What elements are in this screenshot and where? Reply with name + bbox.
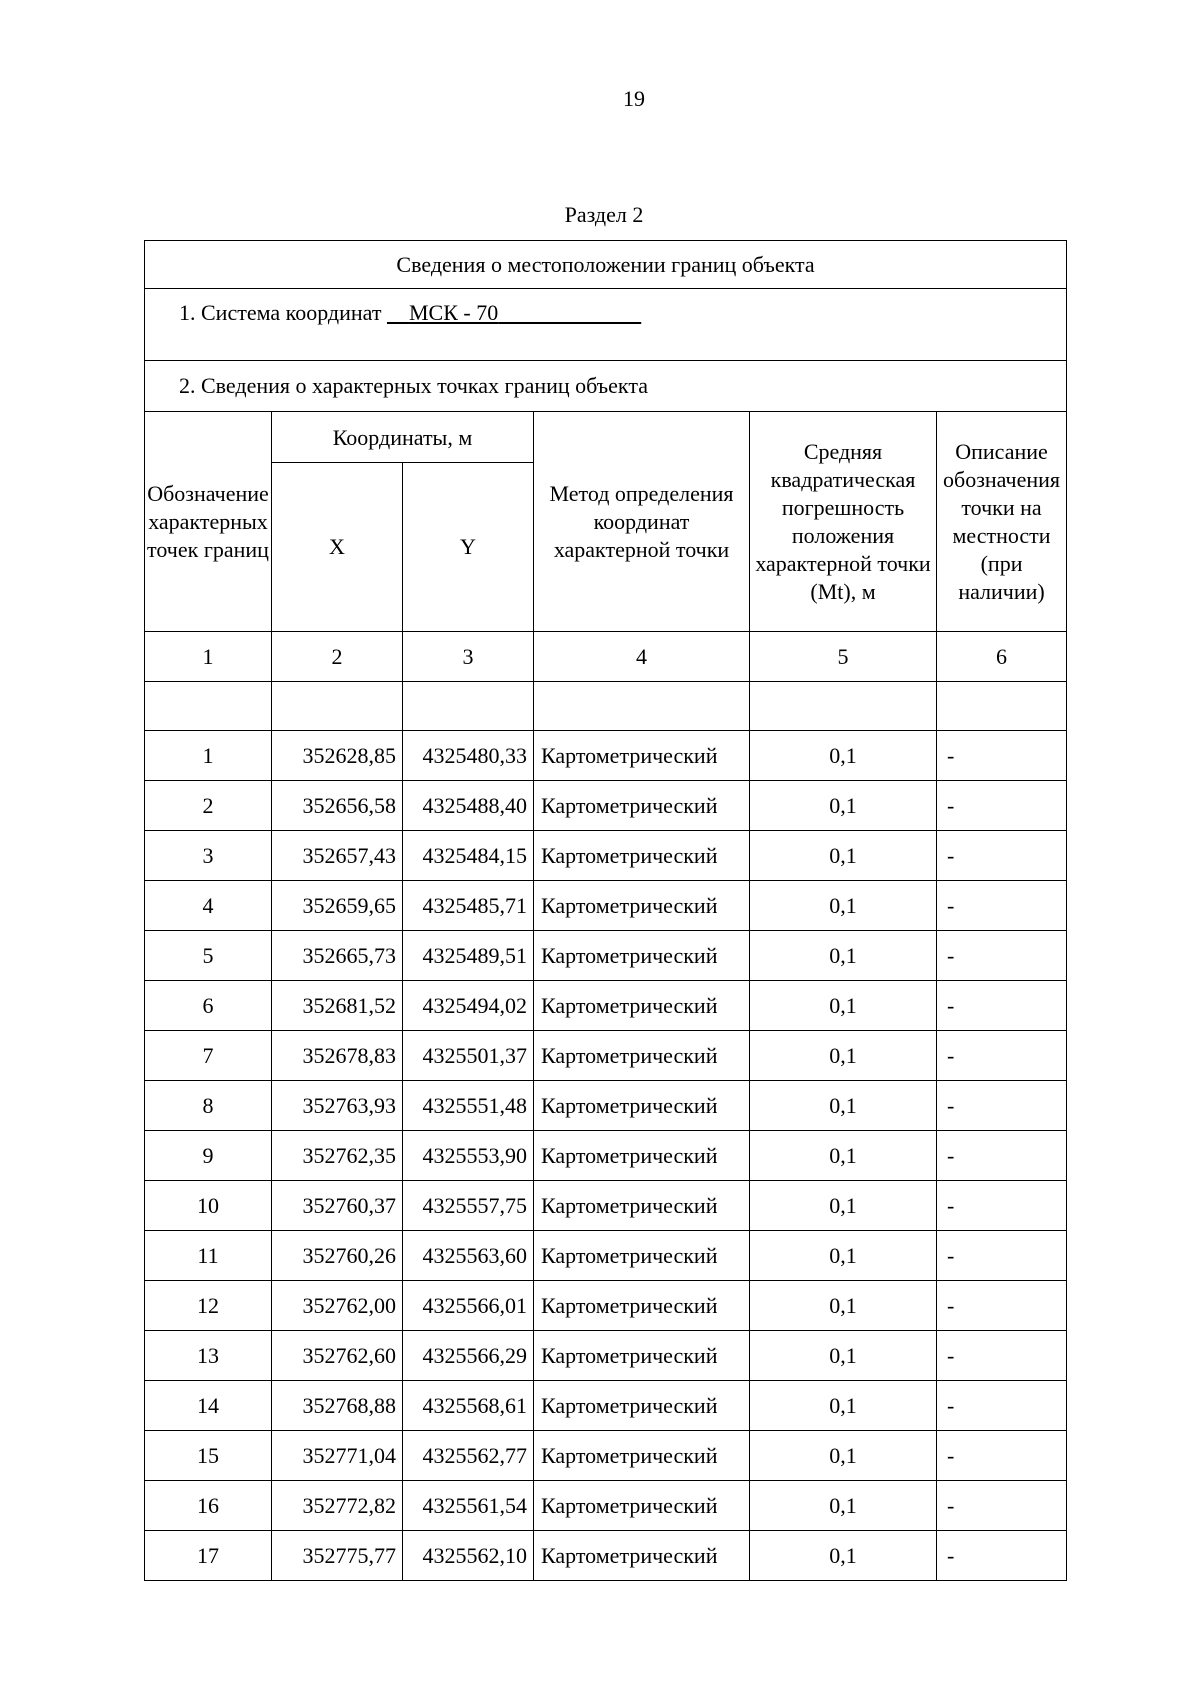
table-row <box>145 1031 1067 1081</box>
empty-cell <box>272 682 403 731</box>
table-row <box>145 931 1067 981</box>
description-cell: - <box>937 1431 1067 1481</box>
error-cell: 0,1 <box>750 981 937 1031</box>
coord-system-value: МСК - 70 <box>408 300 499 325</box>
header-coordinates: Координаты, м <box>272 412 534 463</box>
point-number: 8 <box>145 1081 272 1131</box>
coord-y: 4325480,33 <box>403 731 534 781</box>
header-row <box>145 412 1067 463</box>
column-number: 4 <box>534 632 750 682</box>
table-row <box>145 1281 1067 1331</box>
error-cell: 0,1 <box>750 881 937 931</box>
header-error: Средняя квадратическая погрешность положения характерной точки (Mt), м <box>750 412 937 632</box>
description-cell: - <box>937 1481 1067 1531</box>
header-description: Описание обозначения точки на местности (при наличии) <box>937 412 1067 632</box>
method-cell: Картометрический <box>534 1281 750 1331</box>
table-row <box>145 1431 1067 1481</box>
description-cell: - <box>937 1381 1067 1431</box>
table-row <box>145 831 1067 881</box>
coord-y: 4325485,71 <box>403 881 534 931</box>
description-cell: - <box>937 1131 1067 1181</box>
description-cell: - <box>937 731 1067 781</box>
description-cell: - <box>937 1231 1067 1281</box>
coord-x: 352760,26 <box>272 1231 403 1281</box>
method-cell: Картометрический <box>534 781 750 831</box>
coord-x: 352771,04 <box>272 1431 403 1481</box>
table-row <box>145 1131 1067 1181</box>
coord-system-row <box>145 289 1067 361</box>
error-cell: 0,1 <box>750 1431 937 1481</box>
point-number: 1 <box>145 731 272 781</box>
coord-system-cell <box>145 289 1067 361</box>
empty-cell <box>937 682 1067 731</box>
banner-title: Сведения о местоположении границ объекта <box>145 241 1067 289</box>
error-cell: 0,1 <box>750 1031 937 1081</box>
empty-cell <box>145 682 272 731</box>
coord-y: 4325484,15 <box>403 831 534 881</box>
error-cell: 0,1 <box>750 931 937 981</box>
empty-cell <box>403 682 534 731</box>
error-cell: 0,1 <box>750 1281 937 1331</box>
table-row <box>145 1481 1067 1531</box>
table-row <box>145 781 1067 831</box>
error-cell: 0,1 <box>750 1331 937 1381</box>
error-cell: 0,1 <box>750 1231 937 1281</box>
coord-x: 352657,43 <box>272 831 403 881</box>
coord-y: 4325568,61 <box>403 1381 534 1431</box>
table-row <box>145 881 1067 931</box>
empty-cell <box>534 682 750 731</box>
header-designation: Обозначение характерных точек границ <box>145 412 272 632</box>
method-cell: Картометрический <box>534 1181 750 1231</box>
table-row <box>145 1381 1067 1431</box>
coord-x: 352768,88 <box>272 1381 403 1431</box>
method-cell: Картометрический <box>534 1531 750 1581</box>
error-cell: 0,1 <box>750 1131 937 1181</box>
column-number: 2 <box>272 632 403 682</box>
coord-y: 4325557,75 <box>403 1181 534 1231</box>
points-title: 2. Сведения о характерных точках границ объекта <box>145 361 1067 412</box>
point-number: 15 <box>145 1431 272 1481</box>
column-number: 5 <box>750 632 937 682</box>
column-number: 3 <box>403 632 534 682</box>
coord-y: 4325489,51 <box>403 931 534 981</box>
point-number: 5 <box>145 931 272 981</box>
boundary-points-table <box>144 240 1067 1581</box>
method-cell: Картометрический <box>534 1381 750 1431</box>
description-cell: - <box>937 881 1067 931</box>
coord-y: 4325563,60 <box>403 1231 534 1281</box>
banner-row <box>145 241 1067 289</box>
coord-x: 352762,35 <box>272 1131 403 1181</box>
coord-y: 4325501,37 <box>403 1031 534 1081</box>
point-number: 9 <box>145 1131 272 1181</box>
coord-x: 352775,77 <box>272 1531 403 1581</box>
header-method: Метод определения координат характерной точки <box>534 412 750 632</box>
error-cell: 0,1 <box>750 1081 937 1131</box>
description-cell: - <box>937 831 1067 881</box>
coord-x: 352628,85 <box>272 731 403 781</box>
description-cell: - <box>937 1531 1067 1581</box>
point-number: 7 <box>145 1031 272 1081</box>
coord-y: 4325494,02 <box>403 981 534 1031</box>
coord-y: 4325488,40 <box>403 781 534 831</box>
description-cell: - <box>937 781 1067 831</box>
method-cell: Картометрический <box>534 931 750 981</box>
coord-y: 4325561,54 <box>403 1481 534 1531</box>
method-cell: Картометрический <box>534 881 750 931</box>
method-cell: Картометрический <box>534 1481 750 1531</box>
coord-x: 352762,60 <box>272 1331 403 1381</box>
coord-y: 4325566,01 <box>403 1281 534 1331</box>
description-cell: - <box>937 1031 1067 1081</box>
description-cell: - <box>937 931 1067 981</box>
method-cell: Картометрический <box>534 981 750 1031</box>
table-row <box>145 1231 1067 1281</box>
point-number: 12 <box>145 1281 272 1331</box>
coord-x: 352681,52 <box>272 981 403 1031</box>
method-cell: Картометрический <box>534 1331 750 1381</box>
point-number: 16 <box>145 1481 272 1531</box>
error-cell: 0,1 <box>750 831 937 881</box>
column-number: 1 <box>145 632 272 682</box>
column-number: 6 <box>937 632 1067 682</box>
coord-y: 4325562,77 <box>403 1431 534 1481</box>
column-numbers-row <box>145 632 1067 682</box>
coord-x: 352772,82 <box>272 1481 403 1531</box>
coord-x: 352665,73 <box>272 931 403 981</box>
table-row <box>145 1081 1067 1131</box>
coord-x: 352763,93 <box>272 1081 403 1131</box>
coord-y: 4325562,10 <box>403 1531 534 1581</box>
point-number: 13 <box>145 1331 272 1381</box>
coord-y: 4325551,48 <box>403 1081 534 1131</box>
point-number: 2 <box>145 781 272 831</box>
points-title-row <box>145 361 1067 412</box>
error-cell: 0,1 <box>750 1481 937 1531</box>
error-cell: 0,1 <box>750 1531 937 1581</box>
point-number: 17 <box>145 1531 272 1581</box>
error-cell: 0,1 <box>750 1181 937 1231</box>
description-cell: - <box>937 1181 1067 1231</box>
coord-x: 352678,83 <box>272 1031 403 1081</box>
header-x: X <box>272 463 403 632</box>
coord-x: 352656,58 <box>272 781 403 831</box>
header-y: Y <box>403 463 534 632</box>
coord-x: 352762,00 <box>272 1281 403 1331</box>
point-number: 11 <box>145 1231 272 1281</box>
coord-x: 352659,65 <box>272 881 403 931</box>
method-cell: Картометрический <box>534 731 750 781</box>
description-cell: - <box>937 1081 1067 1131</box>
point-number: 4 <box>145 881 272 931</box>
point-number: 10 <box>145 1181 272 1231</box>
coord-y: 4325553,90 <box>403 1131 534 1181</box>
method-cell: Картометрический <box>534 1431 750 1481</box>
coord-x: 352760,37 <box>272 1181 403 1231</box>
method-cell: Картометрический <box>534 831 750 881</box>
method-cell: Картометрический <box>534 1131 750 1181</box>
method-cell: Картометрический <box>534 1231 750 1281</box>
error-cell: 0,1 <box>750 731 937 781</box>
point-number: 14 <box>145 1381 272 1431</box>
table-row <box>145 731 1067 781</box>
page-number: 19 <box>623 86 645 111</box>
coord-system-label: 1. Система координат <box>179 300 382 325</box>
point-number: 3 <box>145 831 272 881</box>
description-cell: - <box>937 1331 1067 1381</box>
error-cell: 0,1 <box>750 781 937 831</box>
description-cell: - <box>937 981 1067 1031</box>
table-row <box>145 1181 1067 1231</box>
section-title: Раздел 2 <box>564 202 644 227</box>
error-cell: 0,1 <box>750 1381 937 1431</box>
coord-y: 4325566,29 <box>403 1331 534 1381</box>
empty-row <box>145 682 1067 731</box>
table-row <box>145 1531 1067 1581</box>
method-cell: Картометрический <box>534 1031 750 1081</box>
table-row <box>145 1331 1067 1381</box>
table-row <box>145 981 1067 1031</box>
point-number: 6 <box>145 981 272 1031</box>
description-cell: - <box>937 1281 1067 1331</box>
method-cell: Картометрический <box>534 1081 750 1131</box>
empty-cell <box>750 682 937 731</box>
